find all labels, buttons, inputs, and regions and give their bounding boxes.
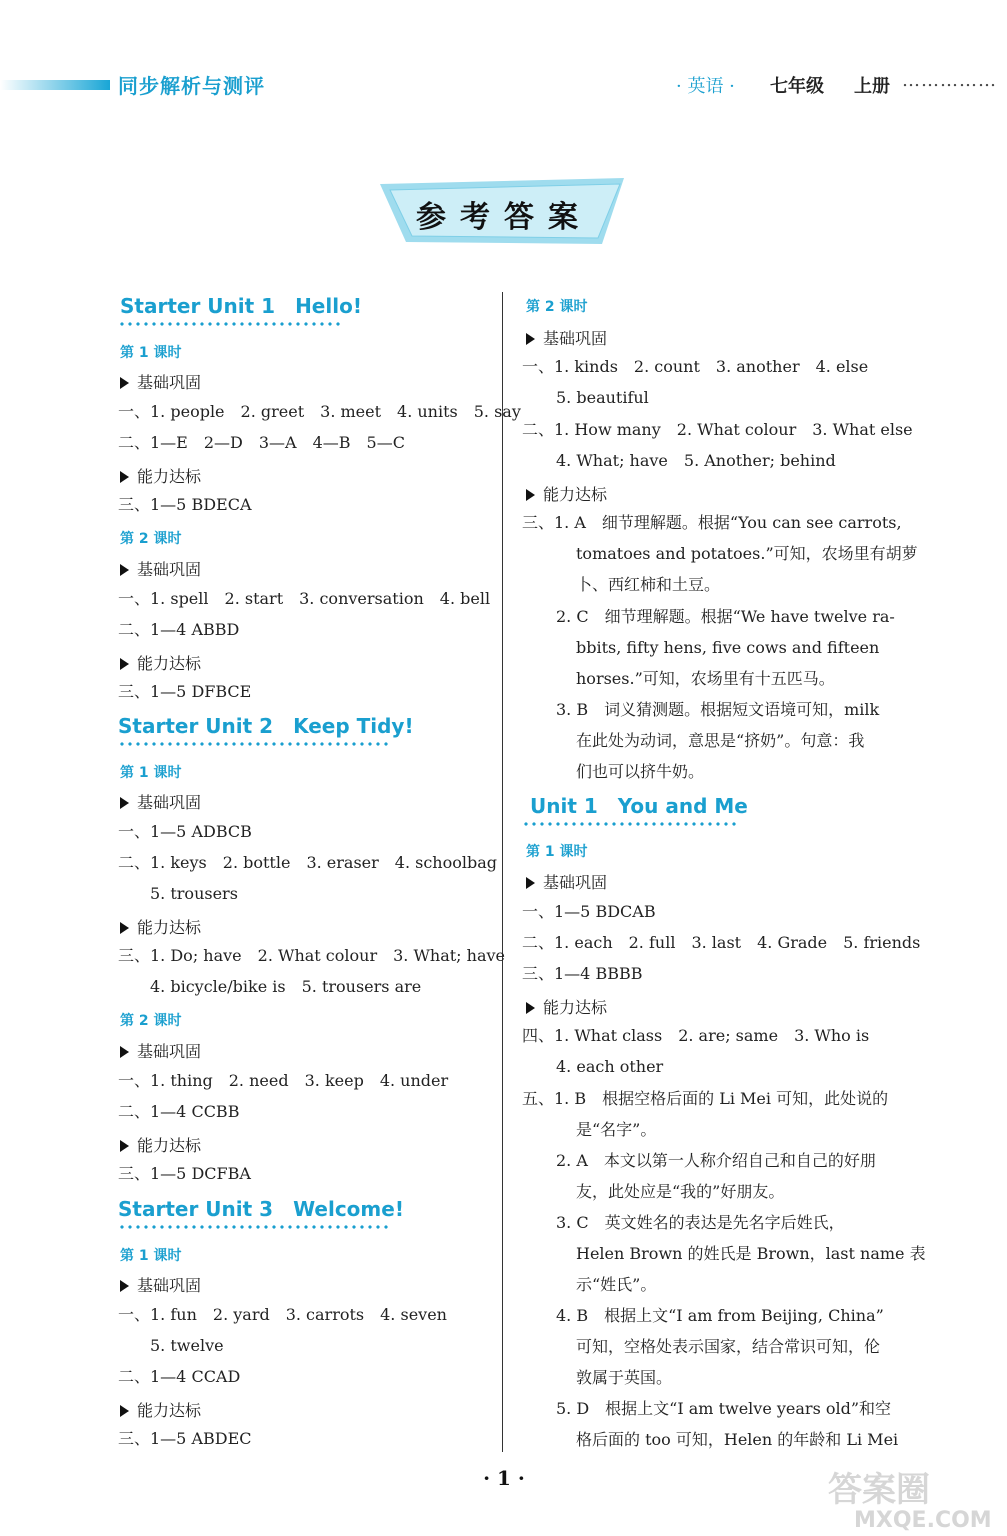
answer-line: 一、1. spell 2. start 3. conversation 4. bell — [118, 589, 491, 608]
section-basic: 基础巩固 — [120, 370, 201, 393]
header-bar — [0, 80, 110, 90]
answer-line: 4. B 根据上文“I am from Beijing, China” — [556, 1306, 884, 1325]
unit-number: Starter Unit 2 — [118, 714, 274, 738]
answer-line: 二、1—4 CCAD — [118, 1367, 241, 1386]
section-ability: 能力达标 — [120, 1133, 201, 1156]
lesson-label: 第 1 课时 — [526, 844, 588, 860]
unit-heading — [530, 794, 748, 818]
triangle-icon — [120, 564, 129, 576]
answer-line: 格后面的 too 可知，Helen 的年龄和 Li Mei — [576, 1430, 899, 1449]
answer-line: 一、1—5 ADBCB — [118, 822, 252, 841]
answer-line: 二、1. each 2. full 3. last 4. Grade 5. friends — [522, 933, 921, 952]
answer-line: 二、1. keys 2. bottle 3. eraser 4. schoolbag — [118, 853, 498, 872]
answer-line: 4. What; have 5. Another; behind — [556, 451, 836, 470]
answer-line: 友，此处应是“我的”好朋友。 — [576, 1182, 785, 1201]
watermark-url: MXQE.COM — [854, 1508, 992, 1533]
answer-line: 在此处为动词，意思是“挤奶”。句意：我 — [576, 731, 865, 750]
triangle-icon — [120, 1140, 129, 1152]
answer-line: 三、1. A 细节理解题。根据“You can see carrots, — [522, 513, 902, 532]
lesson-label: 第 2 课时 — [120, 531, 182, 547]
answer-line: 一、1—5 BDCAB — [522, 902, 656, 921]
unit-underline — [118, 742, 388, 746]
watermark-logo: 答案圈 — [828, 1470, 930, 1510]
unit-number: Unit 1 — [530, 794, 598, 818]
book-title: 同步解析与测评 — [118, 74, 265, 98]
answer-line: 一、1. thing 2. need 3. keep 4. under — [118, 1071, 449, 1090]
unit-title: You and Me — [617, 794, 748, 818]
answer-line: 5. D 根据上文“I am twelve years old”和空 — [556, 1399, 892, 1418]
section-basic: 基础巩固 — [120, 1039, 201, 1062]
triangle-icon — [526, 877, 535, 889]
answer-line: 卜、西红柿和土豆。 — [576, 575, 721, 594]
section-basic: 基础巩固 — [120, 1273, 201, 1296]
answer-line: 一、1. people 2. greet 3. meet 4. units 5. say — [118, 402, 521, 421]
answer-line: 敦属于英国。 — [576, 1368, 673, 1387]
triangle-icon — [120, 658, 129, 670]
unit-number: Starter Unit 1 — [120, 294, 276, 318]
lesson-label: 第 2 课时 — [120, 1013, 182, 1029]
answer-line: 5. trousers — [150, 884, 238, 903]
answer-line: 三、1—5 DCFBA — [118, 1164, 251, 1183]
lesson-label: 第 1 课时 — [120, 1248, 182, 1264]
unit-heading — [118, 714, 414, 738]
answer-line: 三、1—4 BBBB — [522, 964, 643, 983]
answer-line: 们也可以挤牛奶。 — [576, 762, 705, 781]
answer-line: 二、1—E 2—D 3—A 4—B 5—C — [118, 433, 405, 452]
answer-line: 五、1. B 根据空格后面的 Li Mei 可知，此处说的 — [522, 1089, 889, 1108]
section-ability: 能力达标 — [120, 464, 201, 487]
answer-line: 5. twelve — [150, 1336, 224, 1355]
section-basic: 基础巩固 — [526, 870, 607, 893]
answer-banner — [376, 178, 632, 248]
answer-line: 二、1. How many 2. What colour 3. What else — [522, 420, 913, 439]
triangle-icon — [120, 377, 129, 389]
answer-line: 一、1. kinds 2. count 3. another 4. else — [522, 357, 869, 376]
grade-label: 七年级 — [770, 76, 824, 97]
answer-line: 二、1—4 CCBB — [118, 1102, 240, 1121]
section-basic: 基础巩固 — [526, 326, 607, 349]
answer-line: 5. beautiful — [556, 388, 649, 407]
section-basic: 基础巩固 — [120, 790, 201, 813]
answer-line: bbits, fifty hens, five cows and fifteen — [576, 638, 880, 657]
answer-line: 示“姓氏”。 — [576, 1275, 657, 1294]
triangle-icon — [526, 1002, 535, 1014]
lesson-label: 第 1 课时 — [120, 765, 182, 781]
banner-title: 参考答案 — [416, 200, 592, 235]
answer-line: 三、1—5 DFBCE — [118, 682, 252, 701]
triangle-icon — [120, 922, 129, 934]
page-number: · 1 · — [483, 1466, 525, 1490]
unit-heading — [118, 1197, 404, 1221]
watermark — [828, 1462, 992, 1533]
answer-line: 3. C 英文姓名的表达是先名字后姓氏， — [556, 1213, 845, 1232]
header-dots: …………… — [902, 70, 997, 91]
subject-label: · 英语 · — [676, 76, 735, 97]
answer-line: horses.”可知，农场里有十五匹马。 — [576, 669, 835, 688]
triangle-icon — [526, 333, 535, 345]
answer-line: 三、1—5 ABDEC — [118, 1429, 252, 1448]
lesson-label: 第 1 课时 — [120, 345, 182, 361]
triangle-icon — [120, 797, 129, 809]
answer-line: 2. A 本文以第一人称介绍自己和自己的好朋 — [556, 1151, 876, 1170]
unit-number: Starter Unit 3 — [118, 1197, 274, 1221]
unit-heading — [120, 294, 362, 318]
answer-line: 一、1. fun 2. yard 3. carrots 4. seven — [118, 1305, 447, 1324]
page-header — [0, 70, 1007, 106]
unit-underline — [118, 322, 340, 326]
answer-line: 三、1. Do; have 2. What colour 3. What; have — [118, 946, 505, 965]
triangle-icon — [120, 1405, 129, 1417]
triangle-icon — [120, 1046, 129, 1058]
lesson-label: 第 2 课时 — [526, 299, 588, 315]
answer-line: 可知，空格处表示国家，结合常识可知，伦 — [576, 1337, 881, 1356]
triangle-icon — [526, 489, 535, 501]
section-ability: 能力达标 — [526, 995, 607, 1018]
volume-label: 上册 — [854, 76, 890, 97]
unit-title: Hello! — [295, 294, 362, 318]
answer-line: 三、1—5 BDECA — [118, 495, 252, 514]
section-ability: 能力达标 — [526, 482, 607, 505]
column-divider — [502, 292, 503, 1452]
triangle-icon — [120, 471, 129, 483]
answer-line: 3. B 词义猜测题。根据短文语境可知，milk — [556, 700, 880, 719]
unit-underline — [118, 1225, 390, 1229]
answer-line: 二、1—4 ABBD — [118, 620, 240, 639]
answer-line: 4. bicycle/bike is 5. trousers are — [150, 977, 422, 996]
section-basic: 基础巩固 — [120, 557, 201, 580]
section-ability: 能力达标 — [120, 1398, 201, 1421]
answer-line: tomatoes and potatoes.”可知，农场里有胡萝 — [576, 544, 918, 563]
answer-line: 4. each other — [556, 1057, 664, 1076]
triangle-icon — [120, 1280, 129, 1292]
answer-line: Helen Brown 的姓氏是 Brown，last name 表 — [576, 1244, 926, 1263]
unit-underline — [522, 822, 738, 826]
unit-title: Welcome! — [293, 1197, 404, 1221]
section-ability: 能力达标 — [120, 651, 201, 674]
section-ability: 能力达标 — [120, 915, 201, 938]
answer-line: 是“名字”。 — [576, 1120, 657, 1139]
answer-line: 四、1. What class 2. are; same 3. Who is — [522, 1026, 870, 1045]
unit-title: Keep Tidy! — [293, 714, 414, 738]
answer-line: 2. C 细节理解题。根据“We have twelve ra- — [556, 607, 895, 626]
